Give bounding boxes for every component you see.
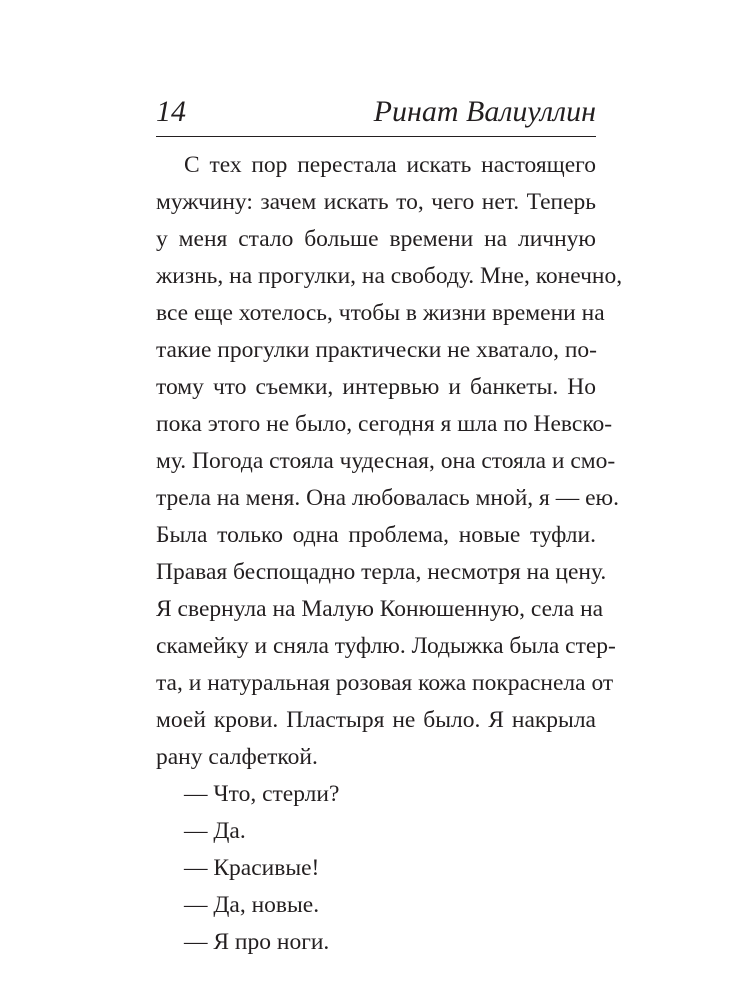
dialogue-line: — Да, новые. xyxy=(184,892,320,918)
text-line: Была только одна проблема, новые туфли. xyxy=(156,522,596,548)
text-line: Правая беспощадно терла, несмотря на цену. xyxy=(156,559,607,585)
text-line: Я свернула на Малую Конюшенную, села на xyxy=(156,596,604,622)
dialogue-line: — Я про ноги. xyxy=(184,929,330,955)
text-line: у меня стало больше времени на личную xyxy=(156,226,596,252)
page-number: 14 xyxy=(156,95,186,128)
running-title: Ринат Валиуллин xyxy=(373,95,596,128)
text-line: все еще хотелось, чтобы в жизни времени на xyxy=(156,300,605,326)
text-line: моей крови. Пластыря не было. Я накрыла xyxy=(156,707,596,733)
header-rule xyxy=(156,136,596,137)
text-line: му. Погода стояла чудесная, она стояла и смо- xyxy=(156,448,616,474)
text-line: мужчину: зачем искать то, чего нет. Теперь xyxy=(156,189,596,215)
dialogue-line: — Что, стерли? xyxy=(184,781,340,807)
body-text xyxy=(156,147,623,961)
dialogue-line: — Красивые! xyxy=(184,855,320,881)
dialogue-line: — Да. xyxy=(184,818,246,844)
text-line: такие прогулки практически не хватало, по- xyxy=(156,337,597,363)
text-line: скамейку и сняла туфлю. Лодыжка была стер- xyxy=(156,633,616,659)
text-line: трела на меня. Она любовалась мной, я — ею. xyxy=(156,485,619,511)
text-line: С тех пор перестала искать настоящего xyxy=(184,152,596,178)
page-header xyxy=(156,92,596,132)
text-line: пока этого не было, сегодня я шла по Невско- xyxy=(156,411,613,437)
text-line: жизнь, на прогулки, на свободу. Мне, конечно, xyxy=(156,263,623,289)
text-line: тому что съемки, интервью и банкеты. Но xyxy=(156,374,596,400)
text-line: рану салфеткой. xyxy=(156,744,318,770)
text-line: та, и натуральная розовая кожа покраснела от xyxy=(156,670,614,696)
dialogue-block xyxy=(156,776,596,961)
